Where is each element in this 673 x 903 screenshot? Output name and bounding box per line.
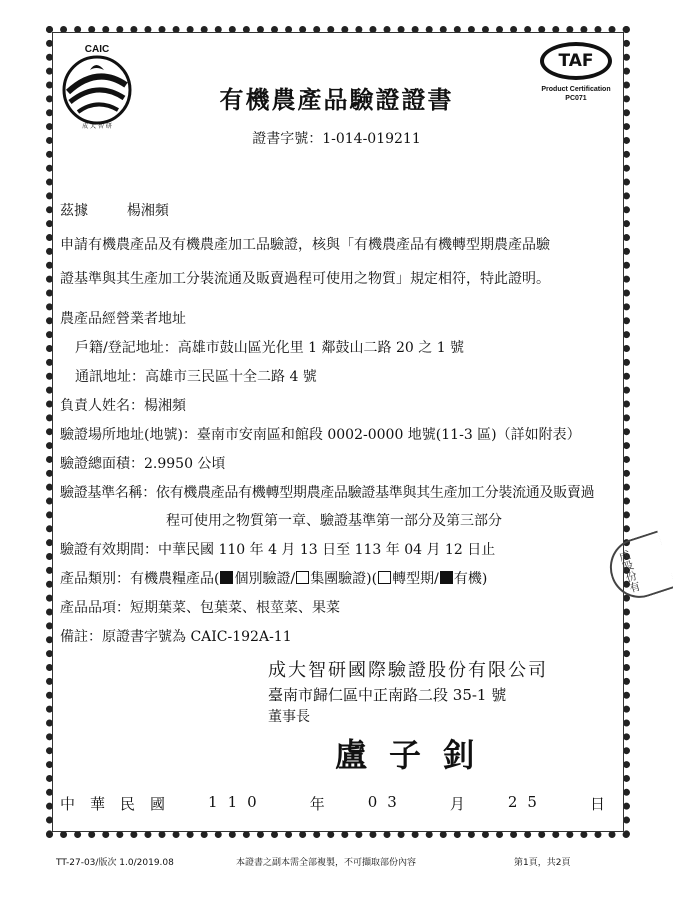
remarks: 備註：原證書字號為 CAIC-192A-11 <box>60 629 292 645</box>
company-address: 臺南市歸仁區中正南路二段 35-1 號 <box>268 686 507 704</box>
organic-checkbox <box>440 571 453 584</box>
signature: 盧子釗 <box>335 736 498 774</box>
page-title: 有機農產品驗證證書 <box>219 85 454 114</box>
product-category <box>60 568 487 588</box>
footer-page: 第1頁，共2頁 <box>514 858 571 868</box>
date-day: 25 <box>507 793 547 811</box>
recipient-label: 茲據 <box>60 203 88 219</box>
individual-checkbox <box>220 571 233 584</box>
company-name: 成大智研國際驗證股份有限公司 <box>268 660 548 681</box>
product-items: 產品品項：短期葉菜、包葉菜、根莖菜、果菜 <box>60 600 340 616</box>
mailing-address: 通訊地址：高雄市三民區十全二路 4 號 <box>75 369 317 385</box>
validity-period: 驗證有效期間：中華民國 110 年 4 月 13 日至 113 年 04 月 12 日止 <box>60 542 496 558</box>
date-day-unit: 日 <box>589 795 605 813</box>
paragraph-line-2: 證基準與其生產加工分裝流通及販賣過程可使用之物質」規定相符，特此證明。 <box>60 271 550 287</box>
taf-logo-mark: TAF <box>540 42 612 80</box>
paragraph-line-1: 申請有機農產品及有機農產加工品驗證，核與「有機農產品有機轉型期農產品驗 <box>60 237 550 253</box>
footer-notice: 本證書之副本需全部複製，不可擷取部份內容 <box>236 858 417 868</box>
recipient-line <box>60 200 169 220</box>
caic-logo-text: CAIC <box>84 44 110 55</box>
standard-line-2: 程可使用之物質第一章、驗證基準第一部分及第三部分 <box>166 513 502 529</box>
household-address: 戶籍/登記地址：高雄市鼓山區光化里 1 鄰鼓山二路 20 之 1 號 <box>75 340 465 356</box>
group-checkbox <box>296 571 309 584</box>
transition-checkbox <box>378 571 391 584</box>
product-category-opt2: 集團驗證)( <box>310 571 378 587</box>
product-certification-code: PC071 <box>565 95 587 102</box>
product-category-opt4: 有機) <box>453 571 488 587</box>
footer-form-code: TT-27-03/版次 1.0/2019.08 <box>56 858 174 868</box>
date-month: 03 <box>367 793 407 811</box>
issue-date <box>60 793 605 814</box>
site-address: 驗證場所地址(地號)：臺南市安南區和館段 0002-0000 地號(11-3 區)（詳如附表） <box>60 427 581 443</box>
total-area: 驗證總面積：2.9950 公頃 <box>60 456 226 472</box>
product-category-opt3: 轉型期/ <box>392 571 439 587</box>
standard-line-1: 驗證基準名稱：依有機農產品有機轉型期農產品驗證基準與其生產加工分裝流通及販賣過 <box>60 485 595 501</box>
address-heading: 農產品經營業者地址 <box>60 311 186 327</box>
product-category-opt1: 個別驗證/ <box>234 571 296 587</box>
certificate-number: 證書字號：1-014-019211 <box>252 131 421 147</box>
stamp-text: 成股份有 <box>616 548 642 595</box>
responsible-person: 負責人姓名：楊湘頻 <box>60 398 186 414</box>
company-title: 董事長 <box>268 709 310 725</box>
caic-logo-subtext: 成 大 智 研 <box>82 123 112 130</box>
date-year: 110 <box>208 793 267 811</box>
date-era: 中 華 民 國 <box>60 795 166 813</box>
date-month-unit: 月 <box>449 795 465 813</box>
product-certification-label: Product Certification <box>541 86 611 93</box>
product-category-prefix: 產品類別：有機農糧產品( <box>60 571 220 587</box>
recipient-name: 楊湘頻 <box>126 203 169 219</box>
date-year-unit: 年 <box>309 795 325 813</box>
